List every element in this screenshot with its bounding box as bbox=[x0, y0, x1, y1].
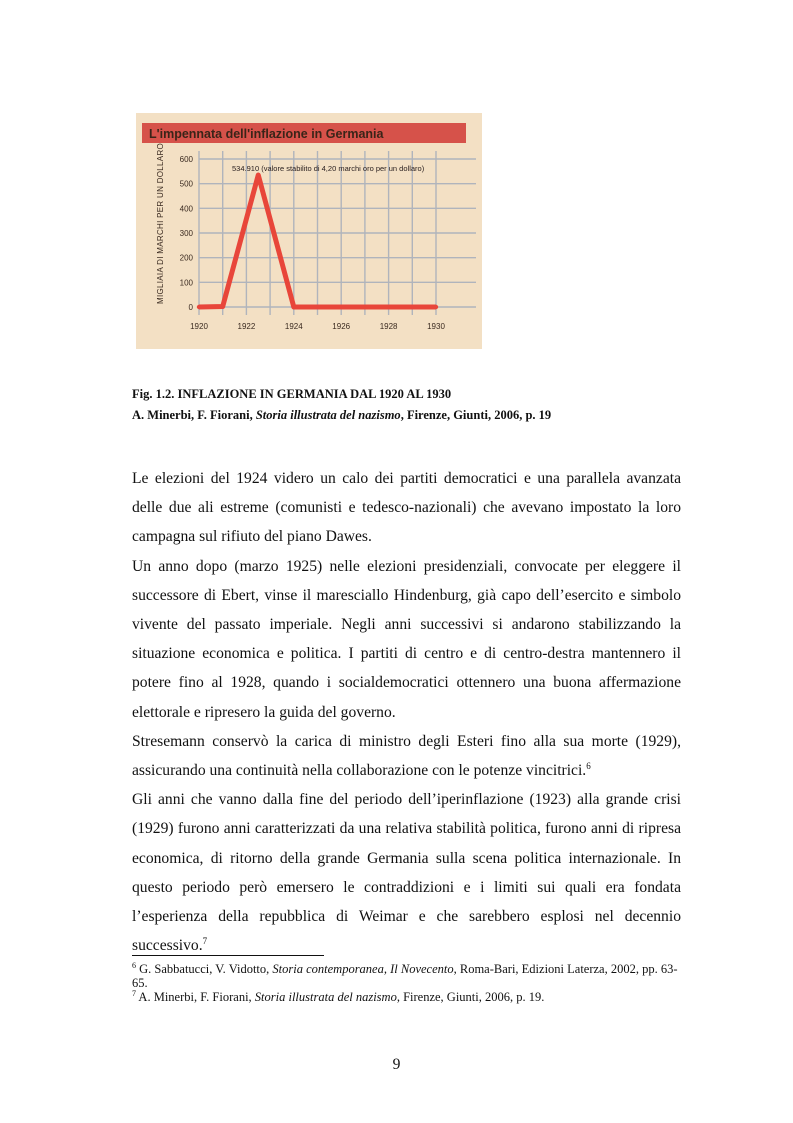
y-tick-label: 100 bbox=[179, 278, 193, 288]
inflation-line-chart bbox=[136, 113, 482, 349]
footnote-7-publisher: , Firenze, Giunti, 2006, p. 19. bbox=[396, 990, 545, 1004]
footnotes bbox=[132, 962, 687, 1004]
chart-title: L'impennata dell'inflazione in Germania bbox=[149, 127, 384, 141]
footnote-7 bbox=[132, 990, 687, 1004]
caption-source-title: Storia illustrata del nazismo bbox=[255, 408, 401, 422]
footnote-6-publisher: , Roma-Bari, Edizioni Laterza, 2002, pp. 63-65. bbox=[132, 962, 678, 990]
y-tick-label: 200 bbox=[179, 253, 193, 263]
x-tick-label: 1930 bbox=[427, 322, 445, 331]
footnote-6-title: Storia contemporanea, Il Novecento bbox=[272, 962, 454, 976]
x-tick-label: 1924 bbox=[284, 322, 303, 331]
footnote-7-authors: A. Minerbi, F. Fiorani, bbox=[136, 990, 255, 1004]
footnote-ref-6[interactable]: 6 bbox=[586, 760, 591, 771]
footnote-ref-7[interactable]: 7 bbox=[202, 936, 208, 947]
footnote-separator bbox=[132, 955, 324, 956]
paragraph-3 bbox=[132, 727, 681, 785]
figure-caption bbox=[132, 384, 692, 426]
x-tick-label: 1922 bbox=[237, 322, 256, 331]
caption-source-publisher: , Firenze, Giunti, 2006, p. 19 bbox=[400, 408, 552, 422]
y-tick-label: 0 bbox=[188, 303, 193, 312]
data-point bbox=[292, 305, 296, 309]
inflation-chart-figure bbox=[136, 113, 482, 349]
chart-annotation: 534.910 (valore stabilito di 4,20 marchi oro per un dollaro) bbox=[232, 164, 425, 173]
paragraph-1: Le elezioni del 1924 videro un calo dei partiti democratici e una parallela avanzata delle due ali estreme (comunisti e tedesco-nazionali) che avevano impostato la loro campagna sul rifiuto del piano Dawes. bbox=[132, 470, 681, 546]
data-point bbox=[256, 173, 260, 177]
paragraph-2: Un anno dopo (marzo 1925) nelle elezioni presidenziali, convocate per eleggere il successore di Ebert, vinse il maresciallo Hindenburg, già capo dell’esercito e simbolo vivente del passato imperiale. Negli anni successivi si andarono stabilizzando la situazione economica e politica. I partiti di centro e di centro-destra mantennero il potere fino al 1928, quando i socialdemocratici ottennero una buona affermazione elettorale e ripresero la guida del governo. bbox=[132, 557, 681, 721]
data-point bbox=[434, 305, 438, 309]
data-point bbox=[197, 305, 201, 309]
footnote-7-title: Storia illustrata del nazismo bbox=[254, 990, 397, 1004]
footnote-6 bbox=[132, 962, 687, 990]
x-tick-label: 1926 bbox=[332, 322, 351, 331]
footnote-6-authors: G. Sabbatucci, V. Vidotto, bbox=[136, 962, 273, 976]
chart-y-axis-label: MIGLIAIA DI MARCHI PER UN DOLLARO bbox=[156, 142, 165, 304]
x-tick-label: 1928 bbox=[379, 322, 398, 331]
footnote-7-mark: 7 bbox=[132, 988, 136, 998]
paragraph-4 bbox=[132, 785, 681, 960]
caption-source-authors: A. Minerbi, F. Fiorani, bbox=[132, 408, 256, 422]
caption-source bbox=[132, 405, 692, 426]
data-point bbox=[221, 304, 225, 308]
y-tick-label: 400 bbox=[179, 204, 193, 214]
page-number: 9 bbox=[392, 1056, 401, 1073]
body-text bbox=[132, 464, 681, 960]
footnote-6-mark: 6 bbox=[132, 960, 136, 970]
y-tick-label: 600 bbox=[179, 155, 193, 164]
y-tick-label: 300 bbox=[179, 229, 193, 238]
paragraph-4-text: Gli anni che vanno dalla fine del periodo dell’iperinflazione (1923) alla grande crisi (1929) furono anni caratterizzati da una relativa stabilità politica, furono anni di ripresa economica, di ritorno della grande Germania sulla scena politica internazionale. In questo periodo però emersero le contraddizioni e i limiti sui quali era fondata l’esperienza della repubblica di Weimar e che sarebbero esplosi nel decennio successivo. bbox=[132, 791, 681, 955]
x-tick-label: 1920 bbox=[190, 322, 208, 331]
paragraph-3-text: Stresemann conservò la carica di ministro degli Esteri fino alla sua morte (1929), assicurando una continuità nella collaborazione con le potenze vincitrici. bbox=[132, 732, 681, 780]
y-tick-label: 500 bbox=[179, 179, 193, 189]
caption-title: Fig. 1.2. INFLAZIONE IN GERMANIA DAL 1920 AL 1930 bbox=[132, 387, 452, 401]
